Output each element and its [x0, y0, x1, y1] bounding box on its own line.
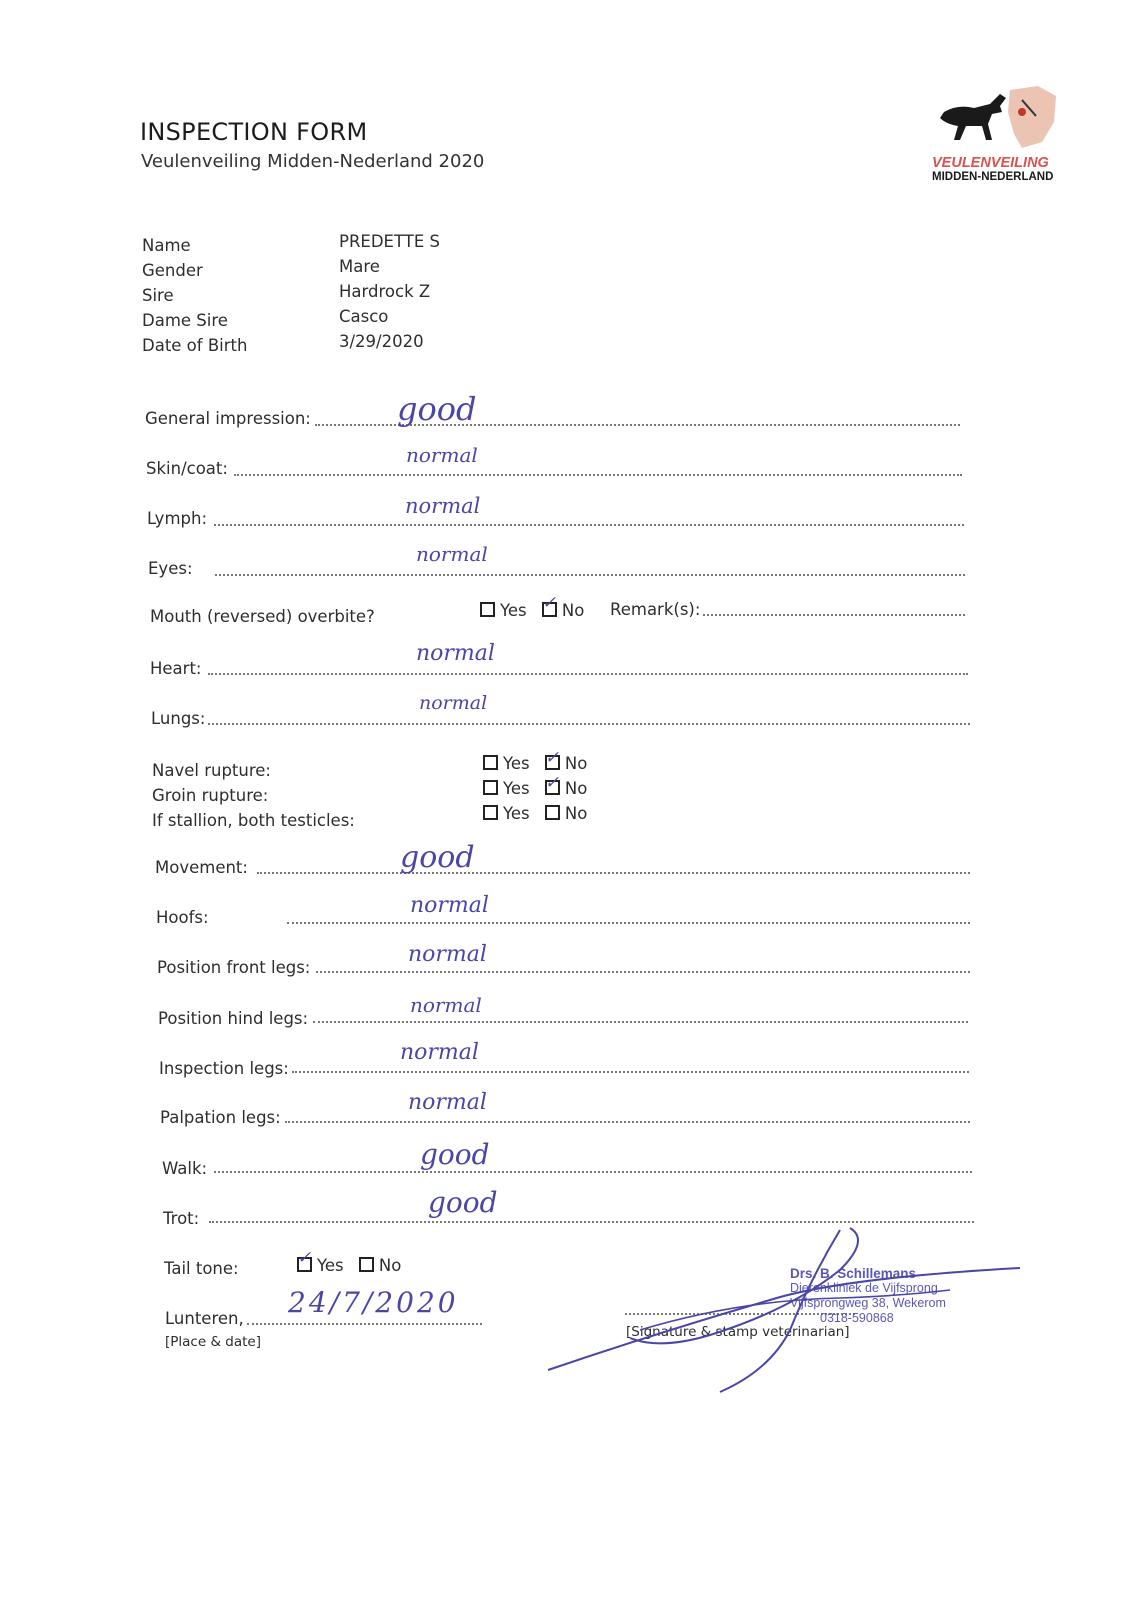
- hoofs-value: normal: [410, 893, 489, 918]
- eyes-line: [215, 574, 965, 576]
- position-front-legs-line: [316, 971, 970, 973]
- place-date-note: [Place & date]: [165, 1334, 261, 1350]
- position-front-legs-value: normal: [408, 942, 487, 967]
- skin-coat-value: normal: [406, 443, 478, 467]
- palpation-legs-label: Palpation legs:: [160, 1108, 281, 1127]
- tail-tone-label: Tail tone:: [164, 1259, 239, 1278]
- value-dame-sire: Casco: [339, 307, 389, 326]
- checkbox-icon[interactable]: [545, 805, 560, 820]
- position-hind-legs-label: Position hind legs:: [158, 1009, 309, 1028]
- palpation-legs-value: normal: [408, 1090, 487, 1115]
- remarks-line: [703, 614, 965, 616]
- checkbox-icon[interactable]: [480, 602, 495, 617]
- label-gender: Gender: [142, 261, 203, 280]
- stamp-line-4: 0318-590868: [820, 1311, 894, 1325]
- heart-label: Heart:: [150, 659, 202, 678]
- lungs-label: Lungs:: [151, 709, 206, 728]
- logo-line2: MIDDEN-NEDERLAND: [932, 171, 1054, 183]
- walk-value: good: [420, 1138, 490, 1171]
- groin-options: [483, 773, 588, 801]
- lymph-value: normal: [405, 494, 481, 518]
- movement-line: [257, 872, 970, 874]
- rupture-labels: [152, 758, 355, 833]
- inspection-legs-line: [292, 1071, 969, 1073]
- general-impression-value: good: [397, 390, 477, 428]
- horse-labels: [142, 233, 247, 358]
- checkbox-icon[interactable]: [483, 805, 498, 820]
- testicles-label: If stallion, both testicles:: [152, 811, 355, 830]
- label-name: Name: [142, 236, 191, 255]
- checkbox-icon[interactable]: [483, 780, 498, 795]
- rupture-options: [483, 748, 588, 826]
- navel-rupture-label: Navel rupture:: [152, 761, 271, 780]
- navel-no-option[interactable]: ✓ No: [544, 748, 588, 773]
- mouth-overbite-label: Mouth (reversed) overbite?: [150, 607, 375, 626]
- stamp-line-3: Vijfsprongweg 38, Wekerom: [790, 1296, 946, 1310]
- position-front-legs-label: Position front legs:: [157, 958, 311, 977]
- lymph-line: [214, 524, 964, 526]
- tail-no-option[interactable]: No: [359, 1256, 401, 1275]
- hoofs-line: [287, 922, 970, 924]
- skin-coat-line: [234, 474, 962, 476]
- eyes-label: Eyes:: [148, 559, 193, 578]
- groin-rupture-label: Groin rupture:: [152, 786, 269, 805]
- walk-line: [214, 1171, 972, 1173]
- checkbox-checked-icon[interactable]: ✓: [297, 1257, 312, 1272]
- tail-yes-option[interactable]: ✓ Yes: [297, 1248, 344, 1275]
- horse-values: [339, 229, 440, 354]
- lungs-value: normal: [419, 692, 488, 714]
- palpation-legs-line: [285, 1121, 970, 1123]
- navel-options: [483, 748, 588, 776]
- value-name: PREDETTE S: [339, 232, 440, 251]
- label-sire: Sire: [142, 286, 174, 305]
- value-gender: Mare: [339, 257, 380, 276]
- eyes-value: normal: [416, 542, 488, 566]
- checkbox-checked-icon[interactable]: ✓: [542, 602, 557, 617]
- trot-value: good: [428, 1186, 498, 1219]
- mouth-no-option[interactable]: ✓ No: [541, 593, 585, 620]
- form-subtitle: Veulenveiling Midden-Nederland 2020: [141, 151, 485, 172]
- checkbox-checked-icon[interactable]: ✓: [544, 773, 560, 793]
- testicles-options: [483, 801, 587, 826]
- skin-coat-label: Skin/coat:: [146, 459, 228, 478]
- remarks-label: Remark(s):: [610, 600, 701, 619]
- tail-tone-options: [297, 1248, 402, 1275]
- stamp-line-2: Dierenkliniek de Vijfsprong: [790, 1281, 938, 1295]
- checkbox-checked-icon[interactable]: ✓: [544, 748, 560, 768]
- movement-value: good: [400, 840, 475, 875]
- place-label: Lunteren,: [165, 1309, 244, 1328]
- label-date-of-birth: Date of Birth: [142, 336, 248, 355]
- veulenveiling-logo: [930, 82, 1070, 192]
- position-hind-legs-line: [313, 1021, 968, 1023]
- place-date-line: [247, 1323, 482, 1325]
- checkbox-icon[interactable]: [483, 755, 498, 770]
- inspection-legs-label: Inspection legs:: [159, 1059, 289, 1078]
- mouth-options: [480, 593, 594, 620]
- trot-label: Trot:: [163, 1209, 200, 1228]
- signature-note: [Signature & stamp veterinarian]: [626, 1324, 850, 1340]
- value-date-of-birth: 3/29/2020: [339, 332, 424, 351]
- heart-line: [208, 673, 968, 675]
- movement-label: Movement:: [155, 858, 248, 877]
- place-date-value: 24/7/2020: [288, 1286, 459, 1319]
- horse-map-logo-icon: [930, 82, 1070, 157]
- checkbox-icon[interactable]: [359, 1257, 374, 1272]
- position-hind-legs-value: normal: [410, 993, 482, 1017]
- navel-yes-option[interactable]: Yes: [483, 754, 530, 773]
- heart-value: normal: [416, 641, 495, 666]
- logo-line1: VEULENVEILING: [932, 155, 1049, 171]
- testicles-yes-option[interactable]: Yes: [483, 804, 530, 823]
- testicles-no-option[interactable]: No: [545, 804, 587, 823]
- form-title: INSPECTION FORM: [140, 118, 368, 146]
- groin-yes-option[interactable]: Yes: [483, 779, 530, 798]
- value-sire: Hardrock Z: [339, 282, 431, 301]
- veterinarian-signature: [540, 1220, 1020, 1400]
- lymph-label: Lymph:: [147, 509, 208, 528]
- walk-label: Walk:: [162, 1159, 208, 1178]
- label-dame-sire: Dame Sire: [142, 311, 228, 330]
- lungs-line: [208, 723, 970, 725]
- mouth-yes-option[interactable]: Yes: [480, 601, 527, 620]
- inspection-legs-value: normal: [400, 1040, 479, 1065]
- hoofs-label: Hoofs:: [156, 908, 209, 927]
- stamp-line-1: Drs. B. Schillemans: [790, 1266, 917, 1281]
- general-impression-label: General impression:: [145, 409, 311, 428]
- groin-no-option[interactable]: ✓ No: [544, 773, 588, 798]
